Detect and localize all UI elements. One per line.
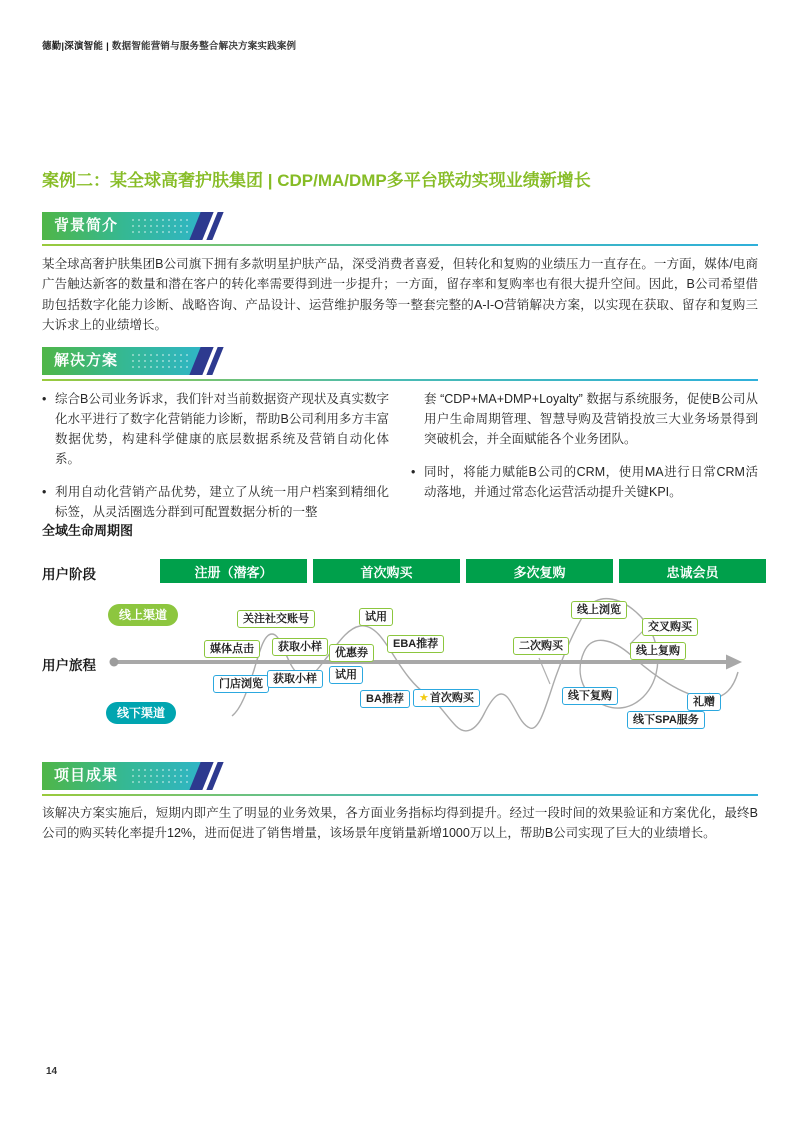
- solution-column-left: [42, 389, 389, 535]
- journey-row-label: 用户旅程: [42, 658, 96, 673]
- solution-column-right: [411, 389, 758, 535]
- header-subtitle: 数据智能营销与服务整合解决方案实践案例: [111, 41, 297, 52]
- ribbon-digit-pattern: [130, 767, 188, 785]
- touchpoint-store-browse: 门店浏览: [213, 675, 269, 693]
- stage-loyal-member: 忠诚会员: [619, 559, 766, 583]
- online-channel-pill: 线上渠道: [108, 604, 178, 626]
- touchpoint-trial-offline: 试用: [329, 666, 363, 684]
- stage-repeat-purchase: 多次复购: [466, 559, 613, 583]
- touchpoint-online-repurchase: 线上复购: [630, 642, 686, 660]
- touchpoint-cross-purchase: 交叉购买: [642, 618, 698, 636]
- diagram-title: 全域生命周期图: [42, 523, 134, 538]
- touchpoint-get-sample-offline: 获取小样: [267, 670, 323, 688]
- results-body: 该解决方案实施后，短期内即产生了明显的业务效果，各方面业务指标均得到提升。经过一段时间的效果验证和方案优化，最终B公司的购买转化率提升12%，进而促进了销售增量，该场景年度销量新增1000万以上，帮助B公司实现了巨大的业绩增长。: [42, 806, 758, 841]
- solution-bullet: • 利用自动化营销产品优势，建立了从统一用户档案到精细化标签，从灵活圈选分群到可配置数据分析的一整: [42, 482, 389, 522]
- solution-badge-label: 解决方案: [54, 352, 119, 369]
- section-divider: [42, 794, 758, 796]
- touchpoint-online-browse: 线上浏览: [571, 601, 627, 619]
- page-number: 14: [46, 1066, 58, 1077]
- background-badge-label: 背景简介: [54, 217, 119, 234]
- case-title: 案例二：某全球高奢护肤集团 | CDP/MA/DMP多平台联动实现业绩新增长: [42, 171, 591, 190]
- section-divider: [42, 244, 758, 246]
- ribbon-digit-pattern: [130, 352, 188, 370]
- touchpoint-trial-online: 试用: [359, 608, 393, 626]
- solution-bullet: • 综合B公司业务诉求，我们针对当前数据资产现状及真实数字化水平进行了数字化营销能力诊断，帮助B公司利用多方丰富数据优势，构建科学健康的底层数据系统及营销自动化体系。: [42, 389, 389, 469]
- stage-register: 注册（潜客）: [160, 559, 307, 583]
- solution-columns: [42, 389, 758, 535]
- touchpoint-coupon: 优惠券: [329, 644, 374, 662]
- solution-section-badge: [42, 347, 224, 375]
- ribbon-digit-pattern: [130, 217, 188, 235]
- section-divider: [42, 379, 758, 381]
- lifecycle-diagram: [42, 518, 782, 748]
- touchpoint-offline-spa: 线下SPA服务: [627, 711, 705, 729]
- background-section-badge: [42, 212, 224, 240]
- touchpoint-gift: 礼赠: [687, 693, 721, 711]
- brand-label: 德勤|深演智能: [42, 41, 104, 52]
- results-section-badge: [42, 762, 224, 790]
- touchpoint-get-sample-online: 获取小样: [272, 638, 328, 656]
- touchpoint-first-purchase: [413, 689, 480, 707]
- touchpoint-ba-recommend: BA推荐: [360, 690, 410, 708]
- solution-bullet: • 同时，将能力赋能B公司的CRM，使用MA进行日常CRM活动落地，并通过常态化运营活动提升关键KPI。: [411, 462, 758, 502]
- touchpoint-offline-repurchase: 线下复购: [562, 687, 618, 705]
- first-purchase-label: 首次购买: [429, 692, 474, 704]
- solution-bullet-continuation: 套 “CDP+MA+DMP+Loyalty” 数据与系统服务，促使B公司从用户生命周期管理、智慧导购及营销投放三大业务场景得到突破机会，并全面赋能各个业务团队。: [424, 392, 758, 446]
- touchpoint-eba-recommend: EBA推荐: [387, 635, 444, 653]
- header-separator: |: [106, 41, 109, 52]
- touchpoint-second-purchase: 二次购买: [513, 637, 569, 655]
- star-icon: ★: [419, 692, 429, 704]
- touchpoint-follow-social: 关注社交账号: [237, 610, 315, 628]
- stage-row-label: 用户阶段: [42, 567, 96, 582]
- results-badge-label: 项目成果: [54, 767, 119, 784]
- background-body: 某全球高奢护肤集团B公司旗下拥有多款明星护肤产品，深受消费者喜爱，但转化和复购的业绩压力一直存在。一方面，媒体/电商广告触达新客的数量和潜在客户的转化率需要得到进一步提升；一方面，留存率和复购率也有很大提升空间。因此，B公司希望借助包括数字化能力诊断、战略咨询、产品设计、运营维护服务等一整套完整的A-I-O营销解决方案，以实现在获取、留存和复购三大诉求上的业绩增长。: [42, 257, 758, 332]
- axis-start-dot: [110, 658, 119, 667]
- touchpoint-media-click: 媒体点击: [204, 640, 260, 658]
- stage-first-purchase: 首次购买: [313, 559, 460, 583]
- axis-arrow-icon: [726, 655, 742, 670]
- offline-channel-pill: 线下渠道: [106, 702, 176, 724]
- page-header: [42, 38, 296, 52]
